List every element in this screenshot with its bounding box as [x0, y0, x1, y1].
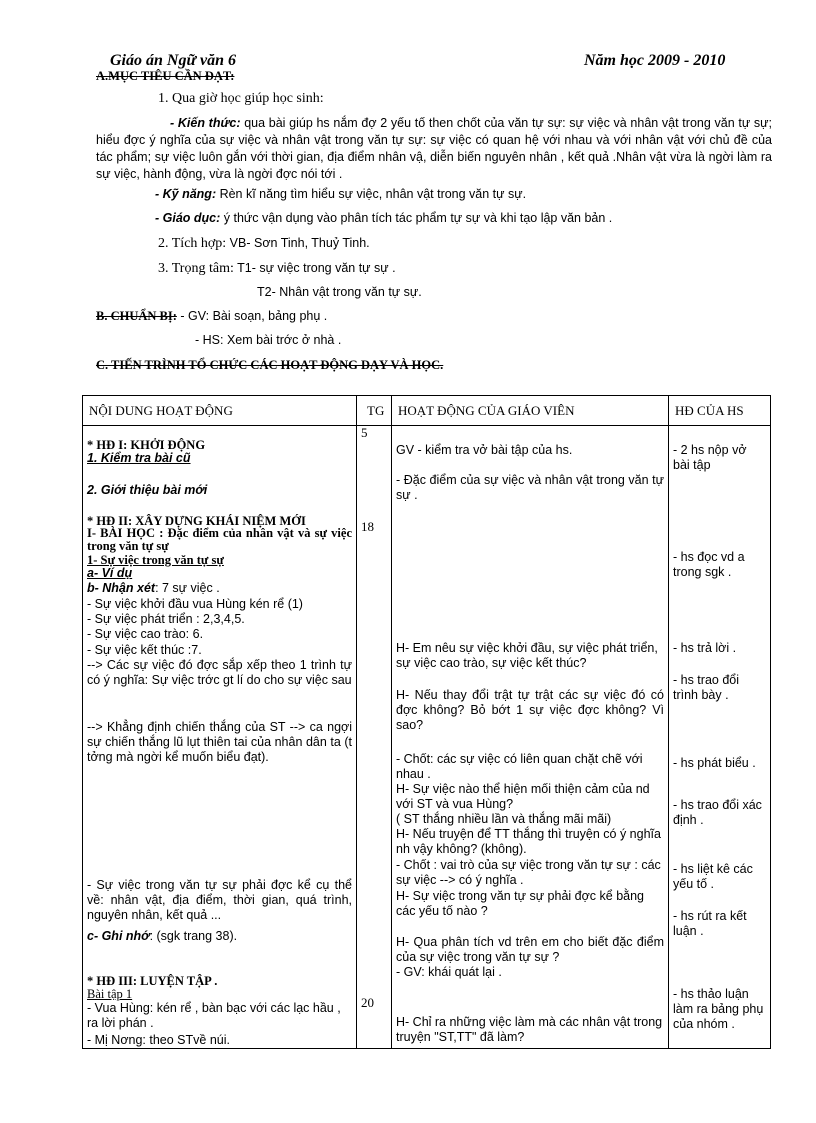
education-text: ý thức vận dụng vào phân tích tác phẩm tự sự và khi tạo lập văn bản . — [220, 211, 613, 225]
memo-line — [87, 929, 352, 943]
teacher-activity: H- Chỉ ra những việc làm mà các nhân vật trong truyện "ST,TT" đã làm? — [396, 1015, 663, 1044]
king-hung-actions: - Vua Hùng: kén rể , bàn bạc với các lạc hầu , ra lời phán . — [87, 1001, 341, 1030]
student-cell — [669, 426, 771, 1049]
education-label: - Giáo dục: — [155, 211, 221, 225]
hd3-heading: * HĐ III: LUYỆN TẬP . — [87, 974, 218, 988]
teacher-activity: H- Sự việc nào thể hiện mối thiện cảm của nd với ST và vua Hùng? — [396, 782, 650, 811]
section-b-title: B. CHUẨN BỊ: — [96, 309, 177, 323]
knowledge-paragraph — [96, 115, 772, 183]
teacher-cell — [392, 426, 669, 1049]
section-c-title: C. TIẾN TRÌNH TỔ CHỨC CÁC HOẠT ĐỘNG DẠY VÀ HỌC. — [96, 358, 444, 372]
integration-label: 2. Tích hợp: — [158, 236, 227, 251]
focus-t1: T1- sự việc trong văn tự sự . — [233, 261, 396, 275]
time-value: 20 — [361, 995, 374, 1010]
skill-text: Rèn kĩ năng tìm hiểu sự việc, nhân vật trong văn tự sự. — [216, 187, 527, 201]
event-start: - Sự việc khởi đầu vua Hùng kén rể (1) — [87, 597, 303, 611]
event-detail-note: - Sự việc trong văn tự sự phải đợc kể cụ thể về: nhân vật, địa điểm, thời gian, quá trình, nguyên nhân, kết quả ... — [87, 878, 352, 922]
header-right: Năm học 2009 - 2010 — [584, 52, 726, 69]
student-activity: - hs thảo luận làm ra bảng phụ của nhóm . — [673, 987, 764, 1031]
student-activity: - hs đọc vd a trong sgk . — [673, 550, 745, 579]
focus-t2: T2- Nhân vật trong văn tự sự. — [257, 285, 422, 299]
student-activity: - 2 hs nộp vở bài tập — [673, 443, 747, 472]
header-left: Giáo án Ngữ văn 6 — [110, 52, 237, 69]
teacher-activity: - Chốt: các sự việc có liên quan chặt chẽ với nhau . — [396, 752, 643, 781]
arrow-note-1: --> Các sự việc đó đợc sắp xếp theo 1 trình tự có ý nghĩa: Sự việc trớc gt lí do cho sự việc sau — [87, 658, 352, 687]
teacher-activity: H- Nếu thay đổi trật tự trật các sự việc đó có đợc không? Bỏ bớt 1 sự việc đợc không? Vì sao? — [396, 688, 664, 732]
focus-label: 3. Trọng tâm: — [158, 261, 234, 276]
lesson-title: I- BÀI HỌC : Đặc điểm của nhân vật và sự việc trong văn tự sự — [87, 526, 352, 553]
preparation-hs: - HS: Xem bài trớc ở nhà . — [195, 333, 342, 347]
remark-text: : 7 sự việc . — [155, 581, 220, 595]
event-climax: - Sự việc cao trào: 6. — [87, 627, 204, 641]
education-line — [155, 210, 612, 227]
hd2-heading: * HĐ II: XÂY DỰNG KHÁI NIỆM MỚI — [87, 514, 306, 528]
knowledge-text: qua bài giúp hs nắm đợ 2 yếu tố then chốt của văn tự sự: sự việc và nhân vật trong văn tự sự; hiểu đợc ý nghĩa của sự việc và nhân vật trong văn tự sự: sự việc có quan hệ với nhau và với nhân vật với chủ đề của tác phẩm; sự việc luôn gắn với thời gian, địa điểm nhân vậ, diễn biến nguyên nhân , kết quả .Nhân vật vừa là ngời làm ra sự việc, hành động, vừa là ngời đợc nói tới . — [96, 116, 772, 181]
teacher-activity: H- Sự việc trong văn tự sự phải đợc kể bằng các yếu tố nào ? — [396, 889, 644, 918]
teacher-activity: - Chốt : vai trò của sự việc trong văn tự sự : các sự việc --> có ý nghĩa . — [396, 858, 661, 887]
mi-nuong-actions: - Mị Nơng: theo STvề núi. — [87, 1033, 230, 1047]
teacher-activity: GV - kiểm tra vở bài tập của hs. — [396, 443, 573, 457]
old-lesson-check: 1. Kiểm tra bài cũ — [87, 451, 191, 465]
integration-line — [158, 235, 370, 252]
skill-label: - Kỹ năng: — [155, 187, 217, 201]
preparation-gv: - GV: Bài soạn, bảng phụ . — [176, 309, 328, 323]
student-activity: - hs liệt kê các yếu tố . — [673, 862, 753, 891]
teacher-activity: - GV: khái quát lại . — [396, 965, 502, 979]
header-time: TG — [357, 396, 392, 426]
teacher-activity: ( ST thắng nhiều lần và thắng mãi mãi) — [396, 812, 612, 826]
section-a-title: A.MỤC TIÊU CẦN ĐẠT: — [96, 69, 235, 83]
example-heading: a- Ví dụ — [87, 566, 133, 580]
teacher-activity: H- Nếu truyện để TT thắng thì truyện có ý nghĩa nh vậy không? (không). — [396, 827, 661, 856]
new-lesson-intro: 2. Giới thiệu bài mới — [87, 483, 208, 497]
event-end: - Sự việc kết thúc :7. — [87, 643, 202, 657]
knowledge-label: - Kiến thức: — [170, 116, 241, 130]
teacher-activity: H- Qua phân tích vd trên em cho biết đặc điểm của sự việc trong văn tự sự ? — [396, 935, 664, 964]
arrow-note-2: --> Khẳng định chiến thắng của ST --> ca ngợi sự chiến thắng lũ lụt thiên tai của nhân dân ta (t tởng mà ngời kể muốn biểu đạt). — [87, 720, 352, 764]
student-activity: - hs trả lời . — [673, 641, 737, 655]
time-value: 5 — [361, 425, 368, 440]
event-heading: 1- Sự việc trong văn tự sự — [87, 553, 224, 567]
event-develop: - Sự việc phát triển : 2,3,4,5. — [87, 612, 245, 626]
exercise-1-heading: Bài tập 1 — [87, 987, 133, 1001]
teacher-activity: H- Em nêu sự việc khởi đầu, sự việc phát triển, sự việc cao trào, sự việc kết thúc? — [396, 641, 658, 670]
skill-line — [155, 186, 526, 203]
integration-text: VB- Sơn Tinh, Thuỷ Tinh. — [226, 236, 370, 250]
objective-item-1: 1. Qua giờ học giúp học sinh: — [158, 91, 324, 106]
header-teacher: HOẠT ĐỘNG CỦA GIÁO VIÊN — [392, 396, 669, 426]
time-cell — [357, 426, 392, 1049]
student-activity: - hs phát biểu . — [673, 756, 756, 770]
preparation-line — [96, 308, 327, 325]
header-student: HĐ CỦA HS — [669, 396, 771, 426]
student-activity: - hs trao đổi trình bày . — [673, 673, 740, 702]
table-header-row — [83, 396, 771, 426]
memo-text: : (sgk trang 38). — [149, 929, 238, 943]
content-cell — [83, 426, 357, 1049]
remark-label: b- Nhận xét — [87, 581, 156, 595]
focus-line — [158, 260, 396, 277]
table-body-row — [83, 426, 771, 1049]
lesson-plan-table — [82, 395, 771, 1049]
remark-line — [87, 581, 352, 595]
student-activity: - hs trao đổi xác định . — [673, 798, 762, 827]
teacher-activity: - Đặc điểm của sự việc và nhân vật trong văn tự sự . — [396, 473, 664, 502]
header-content: NỘI DUNG HOẠT ĐỘNG — [83, 396, 357, 426]
student-activity: - hs rút ra kết luận . — [673, 909, 747, 938]
time-value: 18 — [361, 519, 374, 534]
hd1-heading: * HĐ I: KHỞI ĐỘNG — [87, 438, 206, 452]
memo-label: c- Ghi nhớ — [87, 929, 150, 943]
